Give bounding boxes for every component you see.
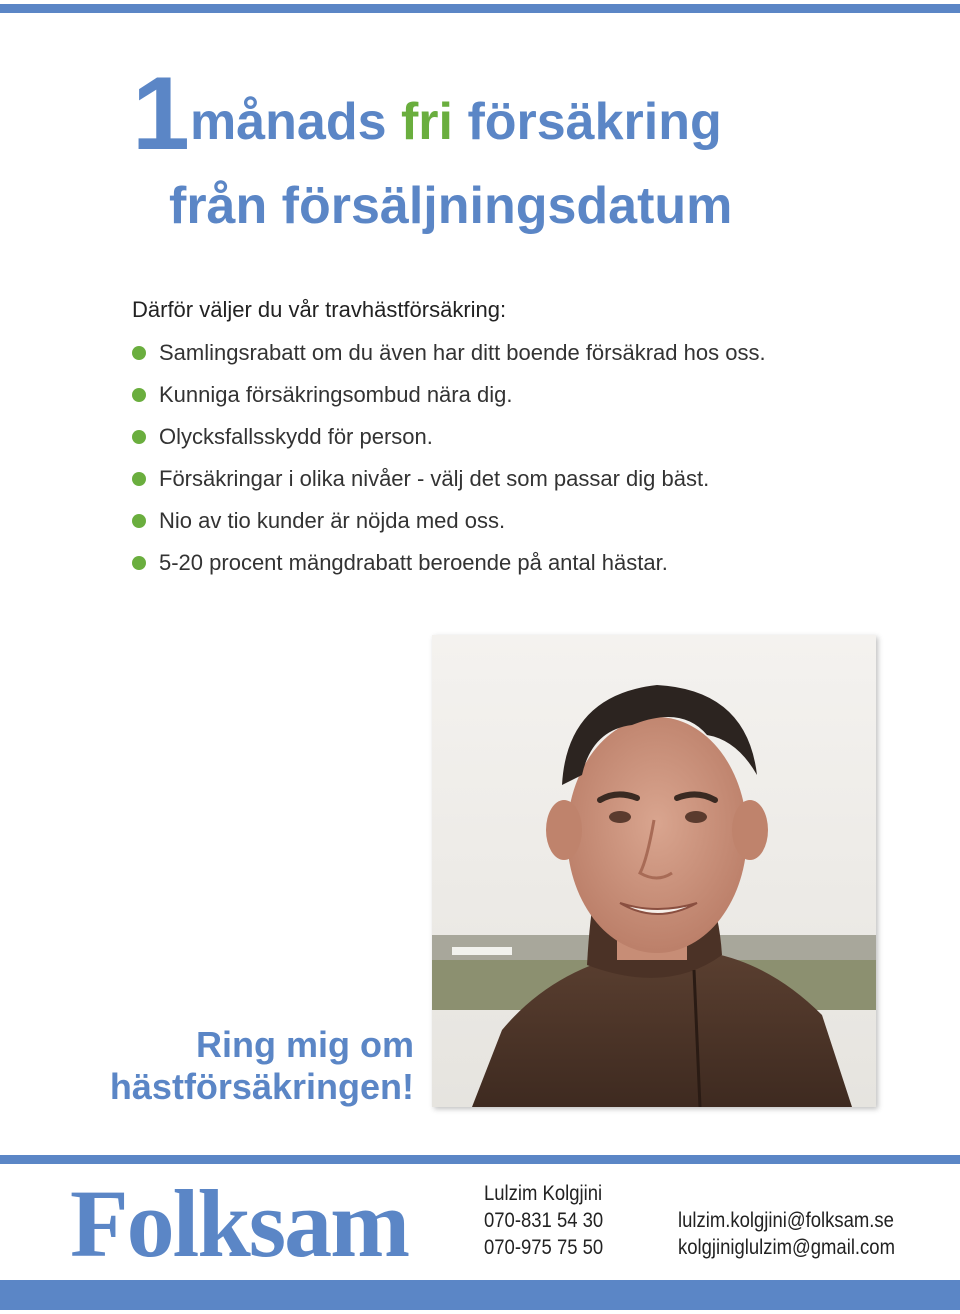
contact-phone-2: 070-975 75 50 <box>484 1236 604 1259</box>
bullet-dot-icon <box>132 388 146 402</box>
intro-text: Därför väljer du vår travhästförsäkring: <box>132 297 507 322</box>
contact-email-2: kolgjiniglulzim@gmail.com <box>678 1236 895 1259</box>
bullet-dot-icon <box>132 514 146 528</box>
headline-highlight: fri <box>400 93 453 151</box>
contact-phone-1: 070-831 54 30 <box>484 1209 604 1232</box>
headline-line-2: från försäljningsdatum <box>169 177 733 235</box>
bottom-stripe <box>0 1280 960 1310</box>
bullet-dot-icon <box>132 346 146 360</box>
headline-number: 1 <box>132 56 184 172</box>
agent-portrait-photo <box>432 635 876 1107</box>
headline-line-1 <box>190 93 722 151</box>
cta-line-1: Ring mig om <box>196 1024 414 1065</box>
bullet-dot-icon <box>132 556 146 570</box>
headline-line-1-pre: månads <box>190 93 387 151</box>
folksam-logo: Folksam <box>70 1170 409 1277</box>
footer-stripe <box>0 1155 960 1164</box>
top-stripe <box>0 4 960 13</box>
headline-line-1-post: försäkring <box>467 93 722 151</box>
call-to-action <box>110 1024 414 1108</box>
contact-name: Lulzim Kolgjini <box>484 1182 603 1205</box>
bullet-dot-icon <box>132 430 146 444</box>
bullet-dot-icon <box>132 472 146 486</box>
cta-line-2: hästförsäkringen! <box>109 1066 414 1107</box>
contact-email-1: lulzim.kolgjini@folksam.se <box>678 1209 894 1232</box>
contact-details <box>484 1180 619 1261</box>
contact-emails <box>678 1207 925 1261</box>
